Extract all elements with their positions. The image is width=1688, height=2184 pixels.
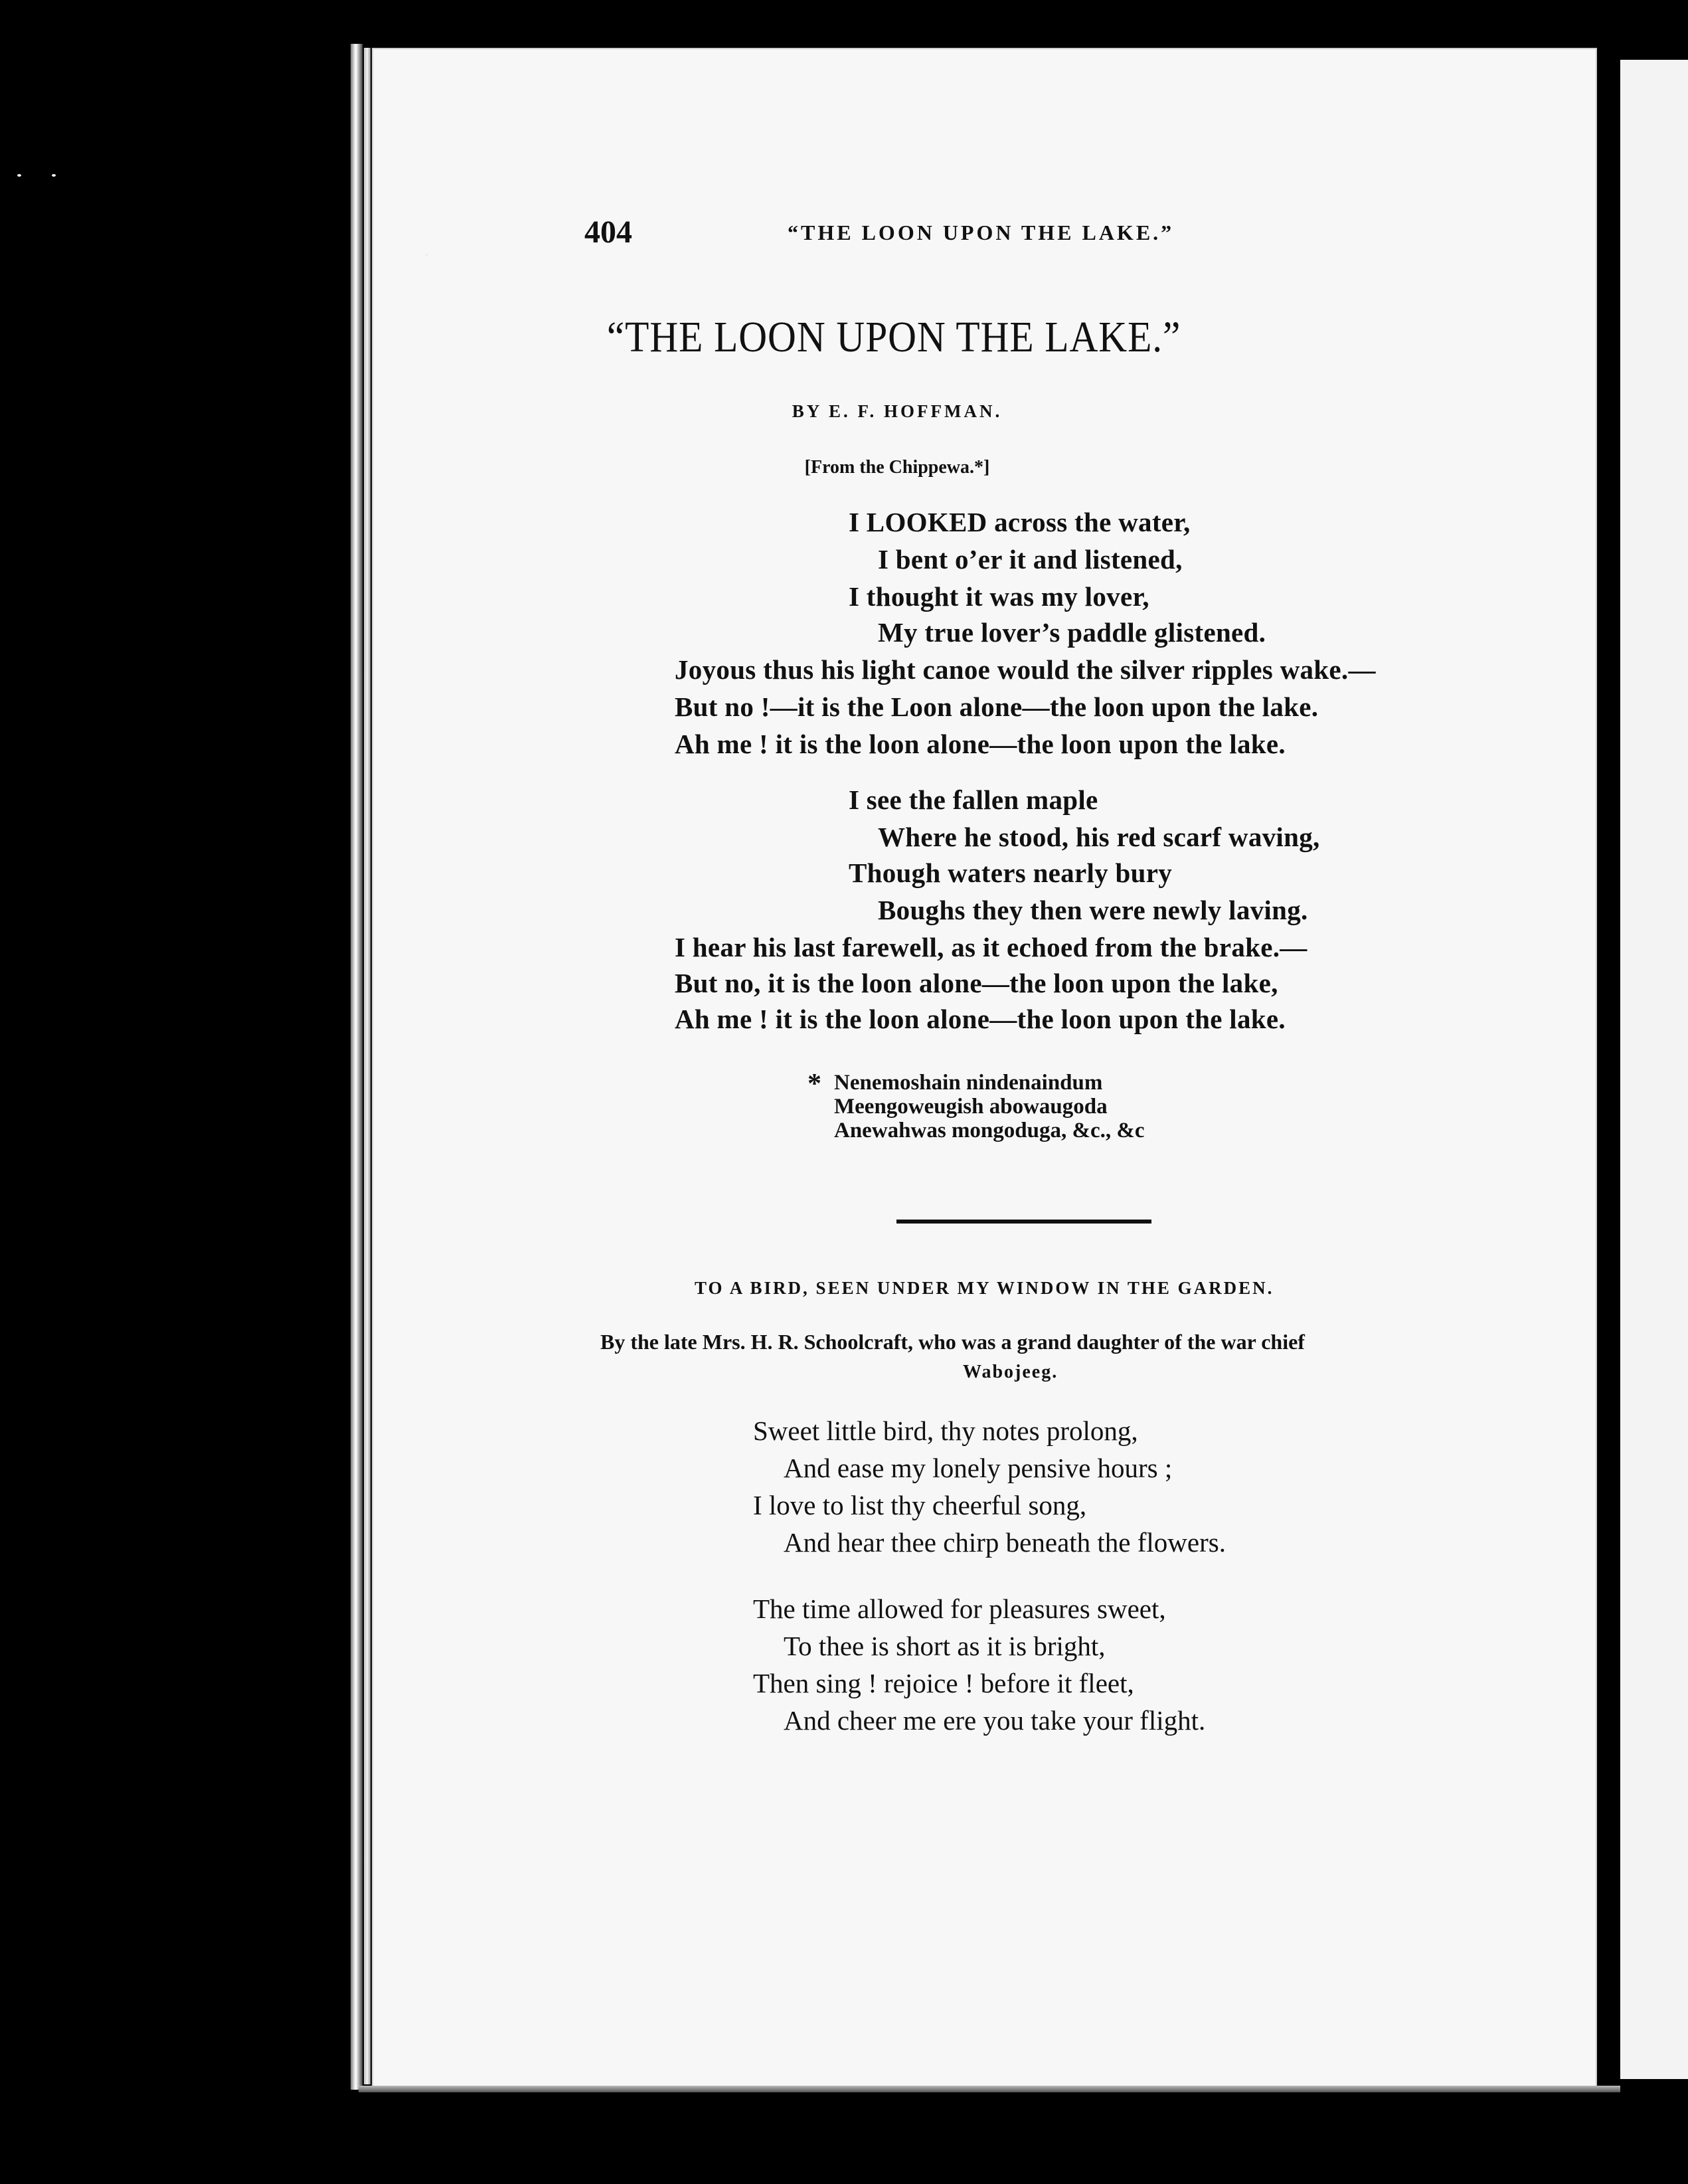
poem-line: But no, it is the loon alone—the loon upon the lake,	[675, 968, 1278, 998]
running-head	[584, 214, 1262, 250]
scan-speck	[52, 174, 56, 177]
poem-line: I thought it was my lover,	[849, 581, 1149, 612]
poem-line: I bent o’er it and listened,	[878, 544, 1183, 575]
poem-line: And cheer me ere you take your flight.	[784, 1705, 1206, 1736]
poem-line: I hear his last farewell, as it echoed from the brake.—	[675, 932, 1308, 962]
poem-line: Sweet little bird, thy notes prolong,	[753, 1415, 1138, 1446]
scan-speck	[17, 174, 21, 177]
page-bottom-edge	[359, 2086, 1620, 2092]
poem-line: My true lover’s paddle glistened.	[878, 617, 1266, 648]
poem-line: To thee is short as it is bright,	[784, 1631, 1106, 1661]
page-number: 404	[584, 215, 632, 250]
poem-line: But no !—it is the Loon alone—the loon upon the lake.	[675, 691, 1319, 722]
poem-line: Ah me ! it is the loon alone—the loon upon the lake.	[675, 1004, 1286, 1034]
source-text: [From the Chippewa.*]	[804, 457, 990, 478]
footnote-mark: *	[807, 1069, 821, 1099]
poem-line: Though waters nearly bury	[849, 858, 1173, 888]
poem-line: And hear thee chirp beneath the flowers.	[784, 1527, 1226, 1558]
poem2-title: TO A BIRD, SEEN UNDER MY WINDOW IN THE GARDEN.	[695, 1278, 1274, 1298]
poem2-attribution-cont: Wabojeeg.	[963, 1362, 1058, 1382]
poem-line: Where he stood, his red scarf waving,	[878, 822, 1320, 852]
poem-line: I LOOKED across the water,	[849, 507, 1191, 537]
poem-line: Boughs they then were newly laving.	[878, 895, 1308, 925]
poem-byline	[0, 401, 1688, 422]
poem-line: I see the fallen maple	[849, 784, 1098, 815]
poem-source-note	[0, 457, 1688, 478]
section-rule	[896, 1220, 1151, 1224]
footnote-line: Anewahwas mongoduga, &c., &c	[834, 1119, 1145, 1142]
poem2-attribution: By the late Mrs. H. R. Schoolcraft, who was a grand daughter of the war chief	[600, 1330, 1305, 1354]
poem-line: The time allowed for pleasures sweet,	[753, 1593, 1166, 1624]
poem-line: Ah me ! it is the loon alone—the loon upon the lake.	[675, 729, 1286, 759]
poem-line: Then sing ! rejoice ! before it fleet,	[753, 1668, 1134, 1698]
running-title: “THE LOON UPON THE LAKE.”	[788, 221, 1175, 244]
poem-line: And ease my lonely pensive hours ;	[784, 1453, 1173, 1483]
byline-text: BY E. F. HOFFMAN.	[792, 401, 1003, 421]
poem-title	[88, 312, 1607, 363]
scan-speck	[425, 254, 428, 256]
poem-line: I love to list thy cheerful song,	[753, 1490, 1087, 1520]
footnote-line: Meengoweugish abowaugoda	[834, 1095, 1108, 1119]
poem-title-text: “THE LOON UPON THE LAKE.”	[606, 313, 1181, 361]
poem-line: Joyous thus his light canoe would the silver ripples wake.—	[675, 654, 1376, 685]
footnote-line: Nenemoshain nindenaindum	[834, 1071, 1103, 1095]
facing-page-edge	[1620, 60, 1688, 2079]
